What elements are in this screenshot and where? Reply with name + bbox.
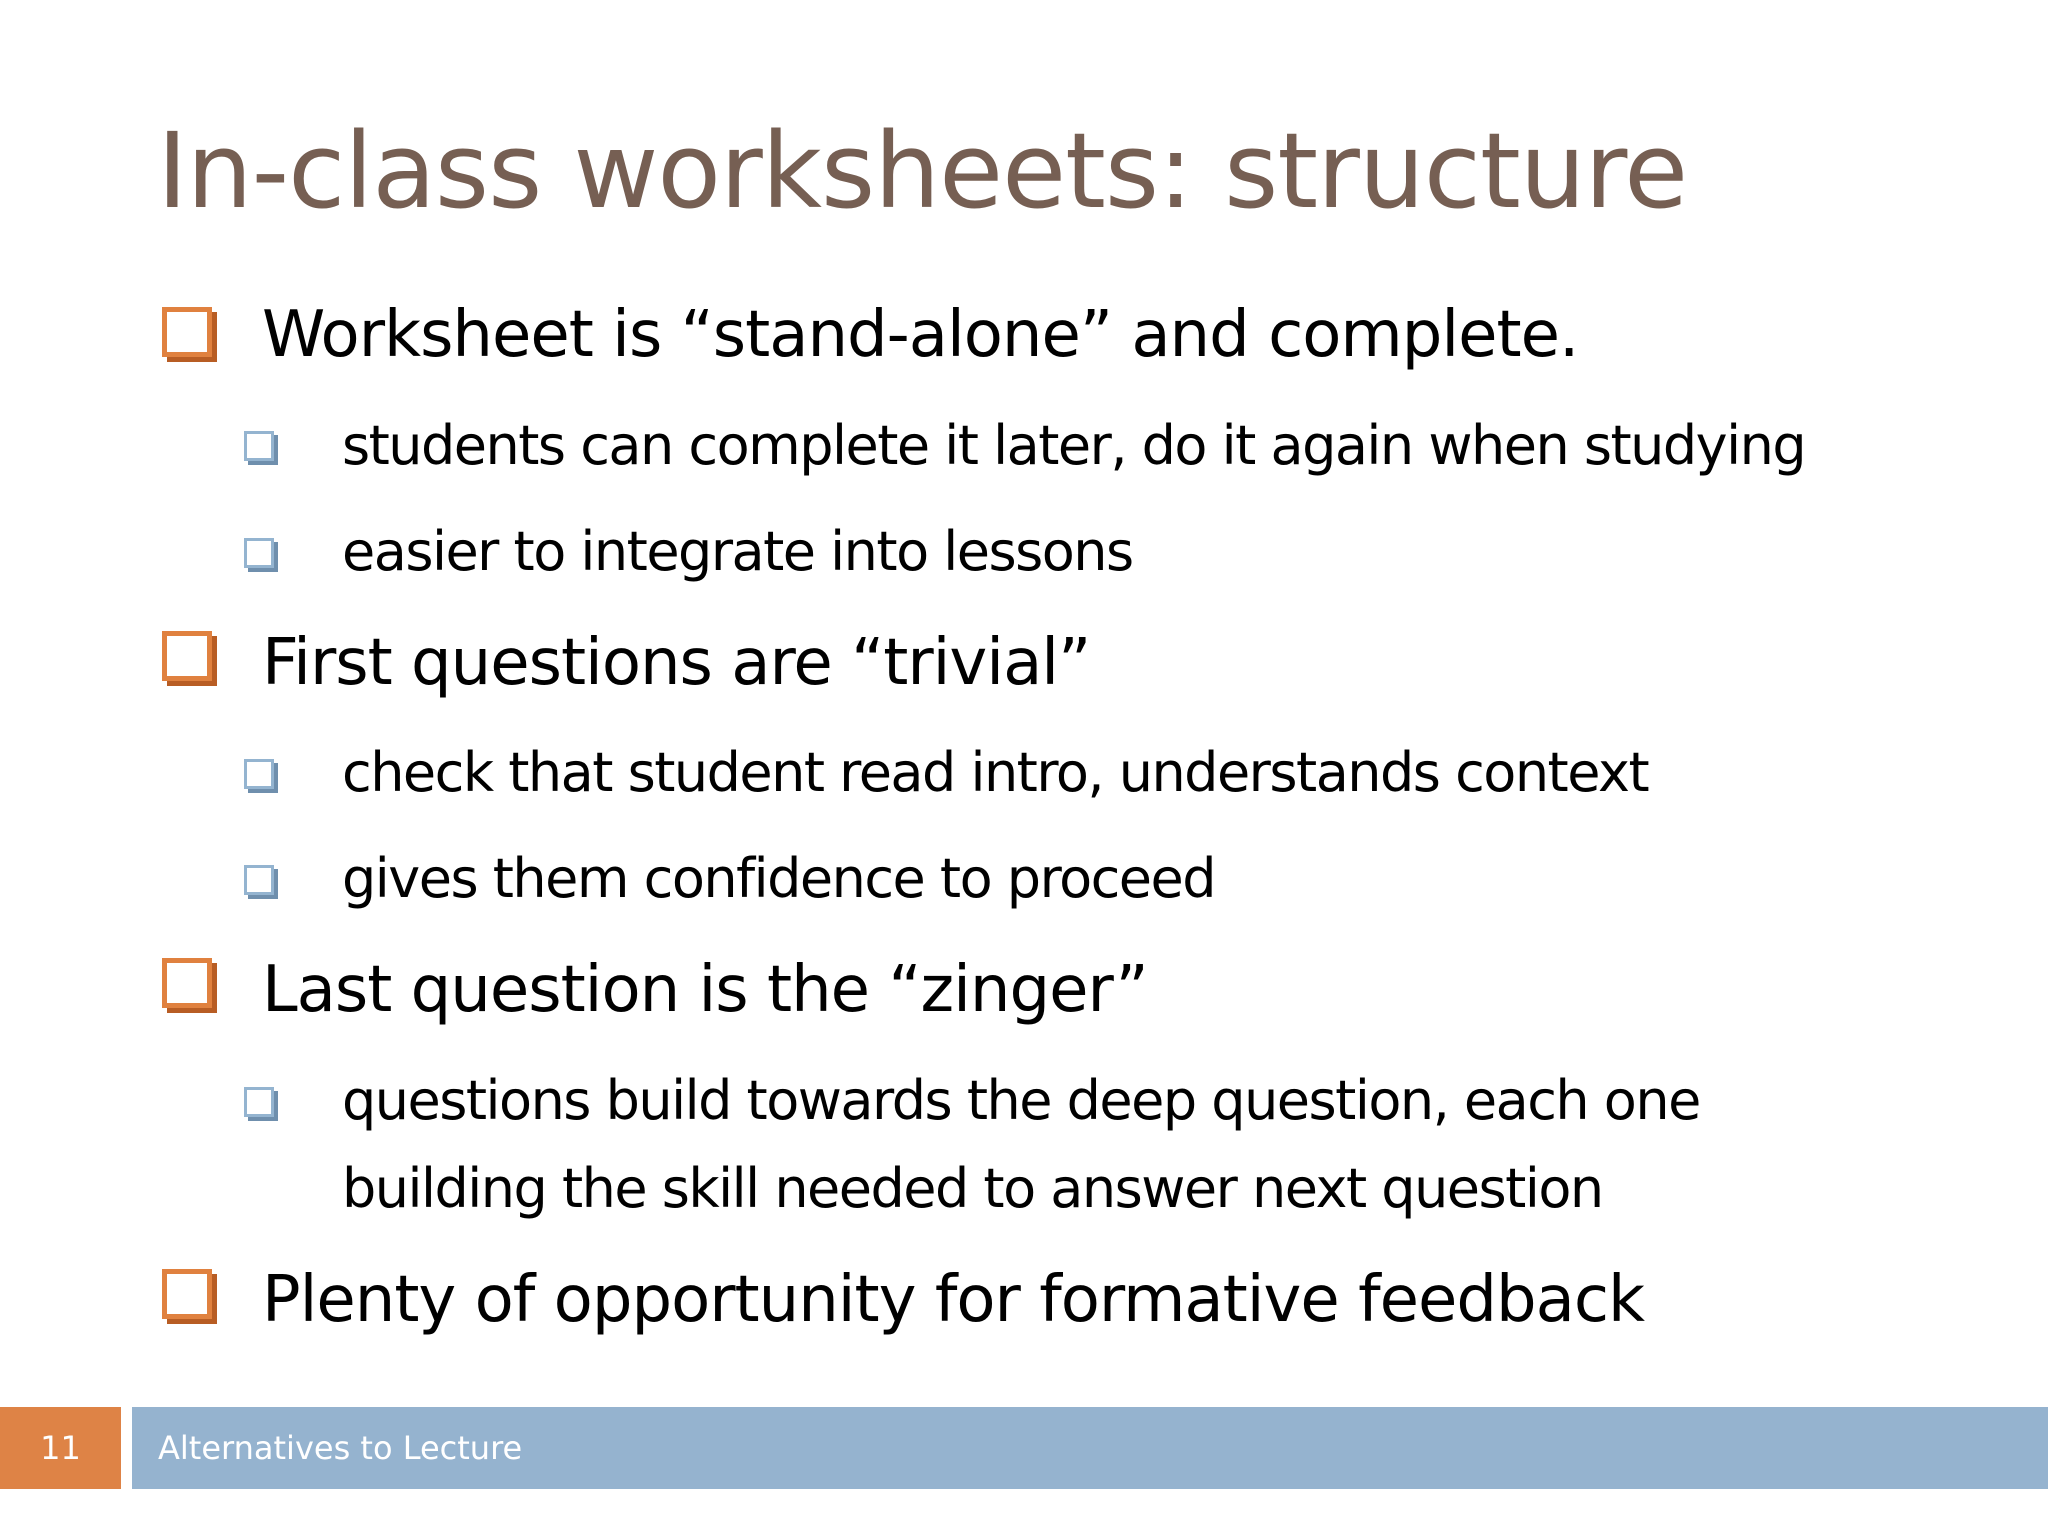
slide-footer bbox=[0, 1407, 2048, 1489]
slide-number: 11 bbox=[0, 1407, 121, 1489]
sub-bullet-item: check that student read intro, understands context bbox=[342, 741, 1649, 804]
orange-checkbox-icon bbox=[162, 631, 212, 681]
sub-bullet-item: students can complete it later, do it again when studying bbox=[342, 414, 1806, 477]
orange-checkbox-icon bbox=[162, 958, 212, 1008]
sub-bullet-item: easier to integrate into lessons bbox=[342, 520, 1133, 583]
bullet-item: First questions are “trivial” bbox=[262, 626, 1091, 700]
sub-bullet-item: questions build towards the deep question, each one bbox=[342, 1069, 1700, 1132]
blue-checkbox-icon bbox=[244, 865, 274, 895]
bullet-item: Last question is the “zinger” bbox=[262, 953, 1148, 1027]
bullet-item: Worksheet is “stand-alone” and complete. bbox=[262, 298, 1579, 372]
footer-bar bbox=[132, 1407, 2048, 1489]
sub-bullet-item-continuation: building the skill needed to answer next question bbox=[342, 1157, 1603, 1220]
orange-checkbox-icon bbox=[162, 307, 212, 357]
footer-title: Alternatives to Lecture bbox=[158, 1429, 523, 1467]
bullet-item: Plenty of opportunity for formative feedback bbox=[262, 1263, 1645, 1337]
blue-checkbox-icon bbox=[244, 538, 274, 568]
orange-checkbox-icon bbox=[162, 1269, 212, 1319]
slide-title: In-class worksheets: structure bbox=[157, 110, 1688, 232]
blue-checkbox-icon bbox=[244, 431, 274, 461]
sub-bullet-item: gives them confidence to proceed bbox=[342, 847, 1216, 910]
blue-checkbox-icon bbox=[244, 1087, 274, 1117]
blue-checkbox-icon bbox=[244, 759, 274, 789]
